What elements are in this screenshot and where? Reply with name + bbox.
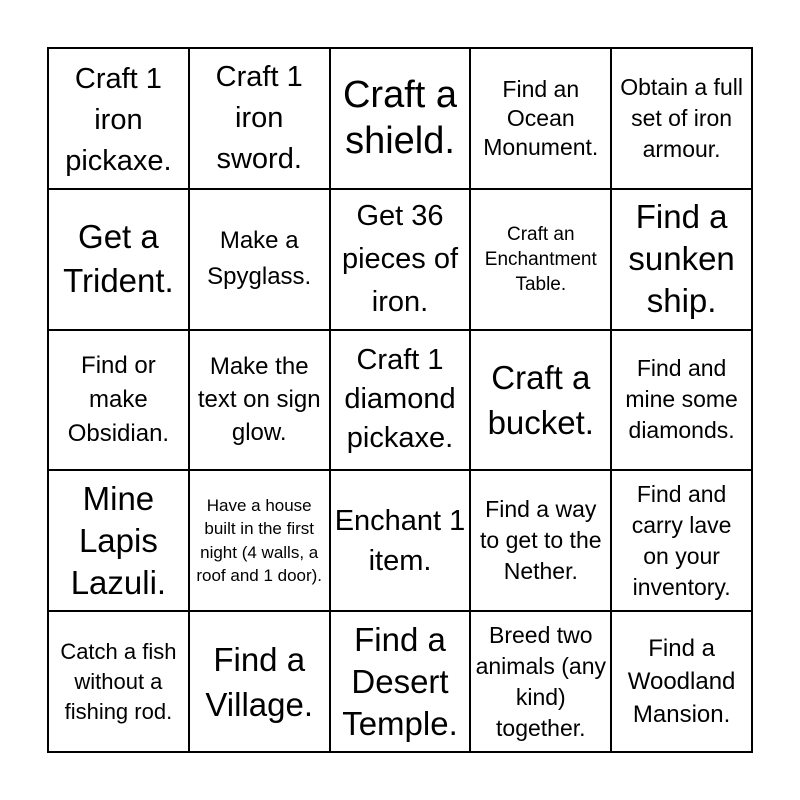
bingo-cell-11[interactable]: [49, 331, 190, 472]
cell-text: Catch a fish without a fishing rod.: [60, 638, 177, 724]
cell-text: Make the text on sign glow.: [197, 353, 321, 447]
bingo-cell-14[interactable]: [471, 331, 612, 472]
bingo-cell-7[interactable]: [190, 190, 331, 331]
bingo-cell-4[interactable]: [471, 49, 612, 190]
bingo-cell-5[interactable]: [612, 49, 753, 190]
bingo-cell-25[interactable]: [612, 612, 753, 753]
bingo-cell-18[interactable]: [331, 471, 472, 612]
bingo-cell-20[interactable]: [612, 471, 753, 612]
bingo-cell-21[interactable]: [49, 612, 190, 753]
cell-text: Craft 1 diamond pickaxe.: [344, 344, 456, 455]
bingo-cell-22[interactable]: [190, 612, 331, 753]
cell-text: Have a house built in the first night (4 walls, a roof and 1 door).: [196, 495, 323, 586]
cell-text: Find a Village.: [205, 640, 314, 723]
cell-text: Find and mine some diamonds.: [625, 355, 738, 444]
cell-text: Find or make Obsidian.: [67, 351, 170, 447]
bingo-cell-24[interactable]: [471, 612, 612, 753]
cell-text: Craft a shield.: [342, 74, 458, 163]
cell-text: Find a Desert Temple.: [342, 620, 458, 742]
cell-text: Craft an Enchantment Table.: [484, 223, 597, 295]
cell-text: Find a sunken ship.: [628, 198, 735, 320]
cell-text: Make a Spyglass.: [207, 227, 312, 291]
bingo-cell-9[interactable]: [471, 190, 612, 331]
bingo-cell-8[interactable]: [331, 190, 472, 331]
cell-text: Find a way to get to the Nether.: [480, 496, 602, 585]
bingo-board: [47, 47, 753, 753]
cell-text: Breed two animals (any kind) together.: [475, 621, 606, 741]
cell-text: Mine Lapis Lazuli.: [70, 479, 167, 601]
bingo-cell-10[interactable]: [612, 190, 753, 331]
cell-text: Enchant 1 item.: [334, 504, 466, 577]
cell-text: Find a Woodland Mansion.: [627, 635, 736, 729]
bingo-cell-12[interactable]: [190, 331, 331, 472]
cell-text: Craft 1 iron pickaxe.: [65, 62, 172, 177]
cell-text: Find an Ocean Monument.: [483, 75, 599, 160]
bingo-cell-3[interactable]: [331, 49, 472, 190]
bingo-cell-23[interactable]: [331, 612, 472, 753]
cell-text: Get 36 pieces of iron.: [341, 199, 459, 318]
cell-text: Obtain a full set of iron armour.: [620, 73, 743, 162]
bingo-cell-2[interactable]: [190, 49, 331, 190]
bingo-cell-13[interactable]: [331, 331, 472, 472]
bingo-cell-19[interactable]: [471, 471, 612, 612]
bingo-cell-17[interactable]: [190, 471, 331, 612]
cell-text: Craft a bucket.: [487, 358, 594, 441]
bingo-cell-16[interactable]: [49, 471, 190, 612]
cell-text: Find and carry lave on your inventory.: [631, 480, 732, 600]
bingo-cell-1[interactable]: [49, 49, 190, 190]
cell-text: Get a Trident.: [63, 218, 174, 300]
bingo-cell-15[interactable]: [612, 331, 753, 472]
bingo-cell-6[interactable]: [49, 190, 190, 331]
cell-text: Craft 1 iron sword.: [215, 60, 303, 175]
